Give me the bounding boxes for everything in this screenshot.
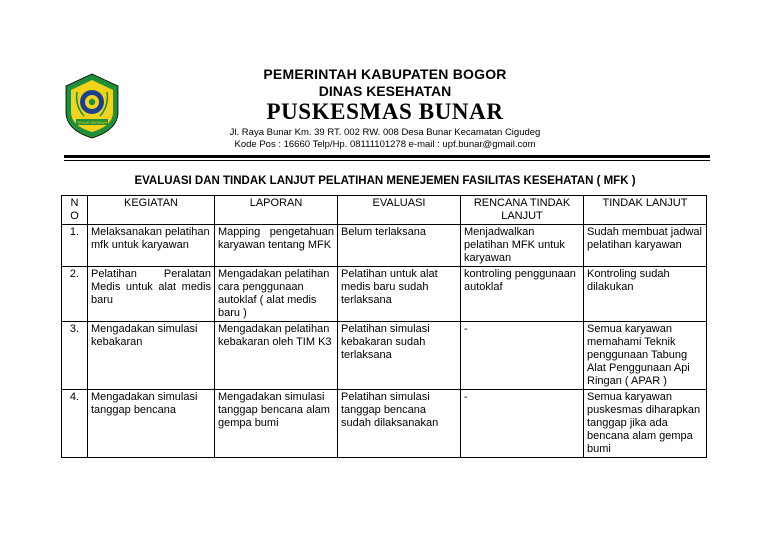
kabupaten-bogor-logo (62, 72, 122, 140)
table-row (62, 322, 707, 390)
col-header-kegiatan: KEGIATAN (88, 196, 215, 225)
col-header-rencana: RENCANA TINDAK LANJUT (461, 196, 584, 225)
cell-rencana: Menjadwalkan pelatihan MFK untuk karyawan (461, 225, 584, 267)
row-number: 3. (62, 322, 88, 390)
cell-rencana: kontroling penggunaan autoklaf (461, 267, 584, 322)
cell-evaluasi: Belum terlaksana (338, 225, 461, 267)
cell-kegiatan: Mengadakan simulasi tanggap bencana (88, 390, 215, 458)
table-row (62, 267, 707, 322)
row-number: 1. (62, 225, 88, 267)
cell-laporan: Mengadakan pelatihan cara penggunaan autoklaf ( alat medis baru ) (215, 267, 338, 322)
cell-kegiatan: Melaksanakan pelatihan mfk untuk karyawan (88, 225, 215, 267)
header-line-government: PEMERINTAH KABUPATEN BOGOR (263, 66, 507, 82)
header-line-department: DINAS KESEHATAN (318, 83, 452, 99)
cell-evaluasi: Pelatihan simulasi tanggap bencana sudah dilaksanakan (338, 390, 461, 458)
cell-rencana: - (461, 322, 584, 390)
header-divider-thick (64, 155, 710, 158)
col-header-evaluasi: EVALUASI (338, 196, 461, 225)
header-address: Jl. Raya Bunar Km. 39 RT. 002 RW. 008 Desa Bunar Kecamatan Cigudeg (229, 127, 541, 138)
cell-evaluasi: Pelatihan untuk alat medis baru sudah terlaksana (338, 267, 461, 322)
row-number: 2. (62, 267, 88, 322)
row-number: 4. (62, 390, 88, 458)
header-org-name: PUSKESMAS BUNAR (266, 99, 504, 124)
col-header-no: N O (62, 196, 88, 225)
cell-evaluasi: Pelatihan simulasi kebakaran sudah terlaksana (338, 322, 461, 390)
cell-tindak-lanjut: Kontroling sudah dilakukan (584, 267, 707, 322)
logo-caption: TEGAR BERIMAN (77, 120, 107, 125)
table-row (62, 390, 707, 458)
cell-laporan: Mengadakan simulasi tanggap bencana alam gempa bumi (215, 390, 338, 458)
cell-kegiatan: Pelatihan Peralatan Medis untuk alat medis baru (88, 267, 215, 322)
cell-tindak-lanjut: Semua karyawan memahami Teknik penggunaan Tabung Alat Penggunaan Api Ringan ( APAR ) (584, 322, 707, 390)
cell-tindak-lanjut: Sudah membuat jadwal pelatihan karyawan (584, 225, 707, 267)
table-header-row (62, 196, 707, 225)
col-header-tindak-lanjut: TINDAK LANJUT (584, 196, 707, 225)
cell-rencana: - (461, 390, 584, 458)
header-contact: Kode Pos : 16660 Telp/Hp. 08111101278 e-mail : upf.bunar@gmail.com (234, 139, 536, 150)
header-divider-thin (64, 160, 710, 161)
table-row (62, 225, 707, 267)
cell-laporan: Mapping pengetahuan karyawan tentang MFK (215, 225, 338, 267)
document-title: EVALUASI DAN TINDAK LANJUT PELATIHAN MENEJEMEN FASILITAS KESEHATAN ( MFK ) (134, 175, 636, 187)
col-header-laporan: LAPORAN (215, 196, 338, 225)
evaluation-table (61, 195, 707, 458)
cell-kegiatan: Mengadakan simulasi kebakaran (88, 322, 215, 390)
cell-tindak-lanjut: Semua karyawan puskesmas diharapkan tanggap jika ada bencana alam gempa bumi (584, 390, 707, 458)
cell-laporan: Mengadakan pelatihan kebakaran oleh TIM K3 (215, 322, 338, 390)
